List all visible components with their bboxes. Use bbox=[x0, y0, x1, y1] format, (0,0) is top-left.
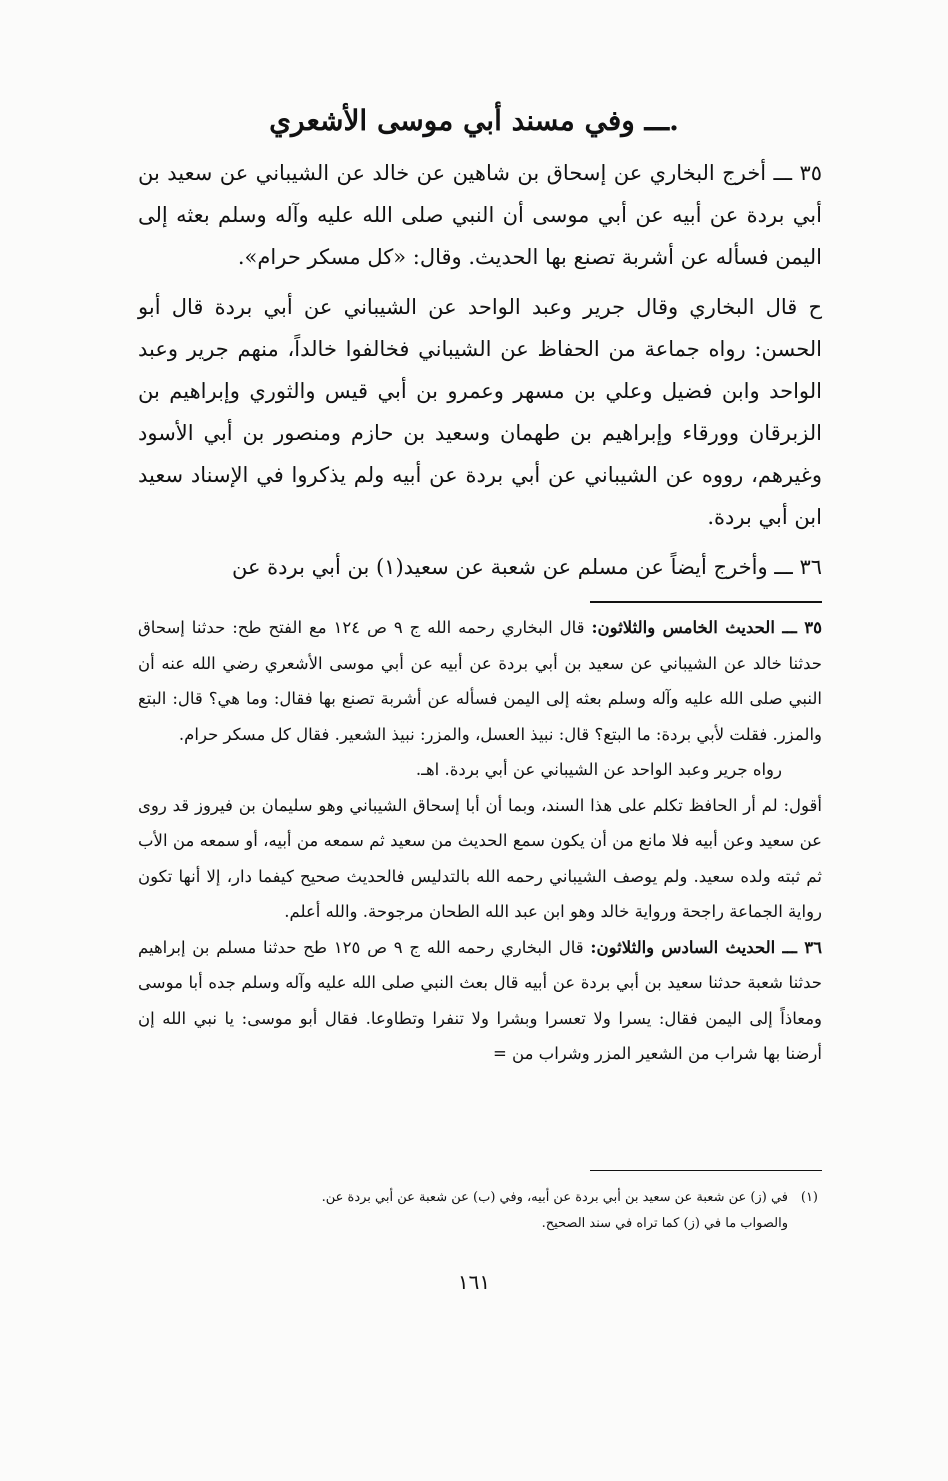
note-35-narration: رواه جرير وعبد الواحد عن الشيباني عن أبي بردة. اهـ. bbox=[415, 760, 782, 779]
section-heading: ـــ وفي مسند أبي موسى الأشعري. bbox=[269, 104, 679, 137]
footnote-separator bbox=[590, 1170, 822, 1171]
note-36-text: قال البخاري رحمه الله ج ٩ ص ١٢٥ طح حدثنا مسلم بن إبراهيم حدثنا شعبة حدثنا سعيد بن أبي بردة عن أبيه قال بعث النبي صلى الله عليه وآله وسلم جده أبا موسى ومعاذاً إلى اليمن فقال: يسرا ولا تعسرا وبشرا ولا تنفرا وتطاوعا. فقال أبو موسى: يا نبي الله إن أرضنا بها شراب من الشعير المزر وشراب من = bbox=[138, 937, 822, 1063]
note-author-comment: أقول: لم أر الحافظ تكلم على هذا السند، وبما أن أبا إسحاق الشيباني وهو سليمان بن فيروز قد روى عن سعيد وعن أبيه فلا مانع من أن يكون سمع الحديث من سعيد ثم سمعه من أبيه، أو سمعه من الأب ثم ثبته ولده سعيد. ولم يوصف الشيباني رحمه الله بالتدليس فالحديث صحيح كيفما دار، إلا أنها تكون رواية الجماعة راجحة ورواية خالد وهو ابن عبد الله الطحان مرجوحة. والله أعلم. bbox=[138, 795, 822, 921]
notes-section bbox=[138, 610, 822, 1072]
hadith-35-paragraph: ٣٥ ـــ أخرج البخاري عن إسحاق بن شاهين عن خالد عن الشيباني عن سعيد بن أبي بردة عن أبيه عن أبي موسى أن النبي صلى الله عليه وآله وسلم بعثه إلى اليمن فسأله عن أشربة تصنع بها الحديث. وقال: «كل مسكر حرام». bbox=[138, 161, 822, 269]
commentary-paragraph: ح قال البخاري وقال جرير وعبد الواحد عن الشيباني عن أبي بردة قال أبو الحسن: رواه جماعة من الحفاظ عن الشيباني فخالفوا خالداً، منهم جرير وعبد الواحد وابن فضيل وعلي بن مسهر وعمرو بن أبي قيس والثوري وإبراهيم بن الزبرقان وورقاء وإبراهيم بن طهمان وسعيد بن حازم ومنصور بن أبي الأسود وغيرهم، رووه عن الشيباني عن أبي بردة عن أبيه ولم يذكروا في الإسناد سعيد ابن أبي بردة. bbox=[138, 295, 822, 529]
footnote bbox=[128, 1185, 818, 1237]
page-number: ١٦١ bbox=[457, 1270, 491, 1294]
note-36 bbox=[138, 930, 822, 1072]
main-text bbox=[138, 152, 822, 588]
footnote-line-2: والصواب ما في (ز) كما تراه في سند الصحيح. bbox=[541, 1216, 788, 1231]
note-35-text: قال البخاري رحمه الله ج ٩ ص ١٢٤ مع الفتح طح: حدثنا إسحاق حدثنا خالد عن الشيباني عن سعيد بن أبي بردة عن أبيه عن أبي موسى الأشعري رضي الله عنه أن النبي صلى الله عليه وآله وسلم بعثه إلى اليمن فسأله عن أشربة تصنع بها فقال: وما هي؟ قال: البتع والمزر. فقلت لأبي بردة: ما البتع؟ قال: نبيذ العسل، والمزر: نبيذ الشعير. فقال كل مسكر حرام. bbox=[138, 618, 822, 744]
notes-separator bbox=[590, 601, 822, 603]
hadith-36-paragraph: ٣٦ ـــ وأخرج أيضاً عن مسلم عن شعبة عن سعيد(١) بن أبي بردة عن bbox=[231, 555, 822, 579]
note-35-label: ٣٥ ـــ الحديث الخامس والثلاثون: bbox=[591, 618, 822, 637]
note-35 bbox=[138, 610, 822, 752]
note-36-label: ٣٦ ـــ الحديث السادس والثلاثون: bbox=[590, 937, 822, 957]
footnote-number: (١) bbox=[800, 1190, 818, 1205]
footnote-line-1: في (ز) عن شعبة عن سعيد بن أبي بردة عن أبيه، وفي (ب) عن شعبة عن أبي بردة عن. bbox=[321, 1190, 788, 1205]
